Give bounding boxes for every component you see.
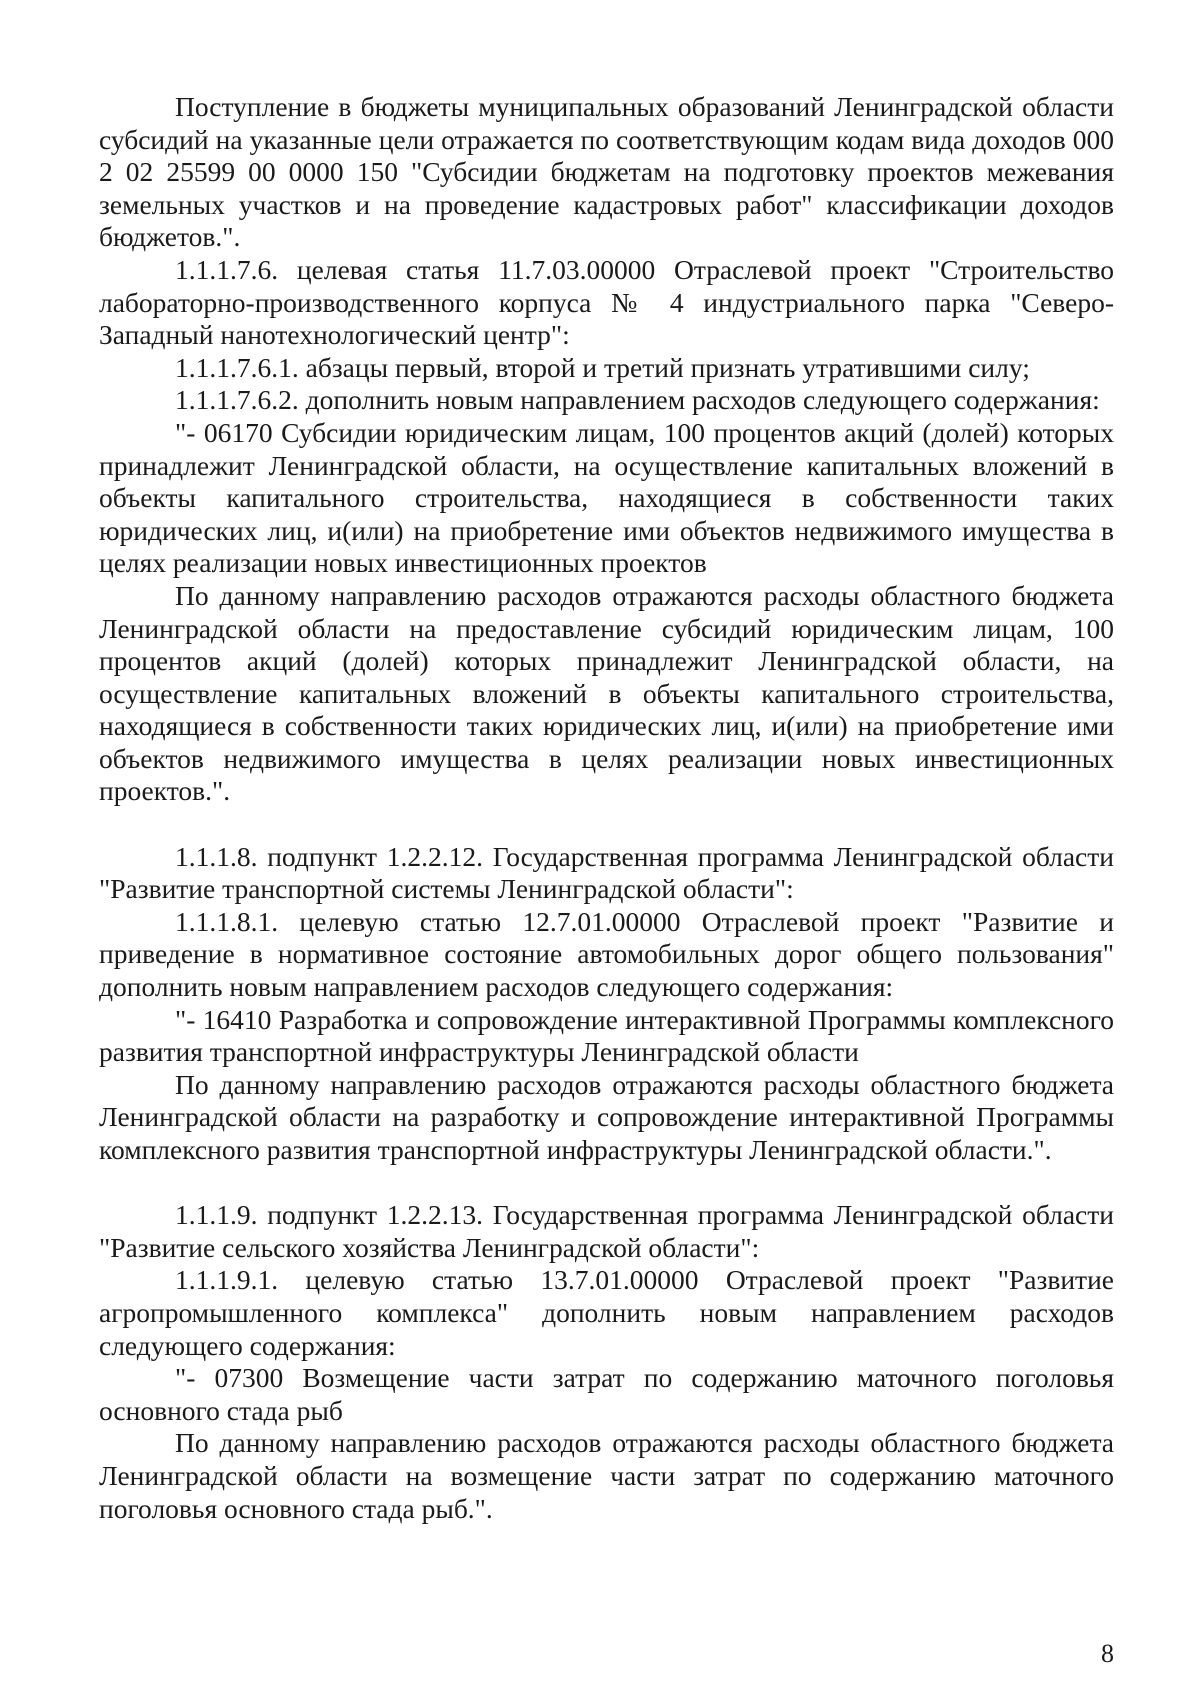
page-number: 8 xyxy=(1101,1639,1114,1668)
paragraph-expense-07300-description: По данному направлению расходов отражаются расходы областного бюджета Ленинградской области на возмещение части затрат по содержанию маточного поголовья основного стада рыб.". xyxy=(99,1427,1114,1524)
paragraph-expense-06170: "- 06170 Субсидии юридическим лицам, 100 процентов акций (долей) которых принадлежит Ленинградской области, на осуществление капитальных вложений в объекты капитального строительства, находящиеся в собственности таких юридических лиц, и(или) на приобретение ими объектов недвижимого имущества в целях реализации новых инвестиционных проектов xyxy=(99,416,1114,579)
paragraph-subsidy-income-codes: Поступление в бюджеты муниципальных образований Ленинградской области субсидий на указанные цели отражается по соответствующим кодам вида доходов 000 2 02 25599 00 0000 150 "Субсидии бюджетам на подготовку проектов межевания земельных участков и на проведение кадастровых работ" классификации доходов бюджетов.". xyxy=(99,91,1114,253)
paragraph-target-article-12-7-01: 1.1.1.8.1. целевую статью 12.7.01.00000 Отраслевой проект "Развитие и приведение в нормативное состояние автомобильных дорог общего пользования" дополнить новым направлением расходов следующего содержания: xyxy=(99,905,1114,1003)
document-body xyxy=(99,91,1114,1525)
paragraph-target-article-13-7-01: 1.1.1.9.1. целевую статью 13.7.01.00000 Отраслевой проект "Развитие агропромышленного комплекса" дополнить новым направлением расходов следующего содержания: xyxy=(99,1264,1114,1361)
paragraph-expense-16410: "- 16410 Разработка и сопровождение интерактивной Программы комплексного развития транспортной инфраструктуры Ленинградской области xyxy=(99,1003,1114,1068)
paragraph-subitem-1-2-2-13: 1.1.1.9. подпункт 1.2.2.13. Государственная программа Ленинградской области "Развитие сельского хозяйства Ленинградской области": xyxy=(99,1199,1114,1263)
paragraph-target-article-11-7-03: 1.1.1.7.6. целевая статья 11.7.03.00000 Отраслевой проект "Строительство лабораторно-производственного корпуса № 4 индустриального парка "Северо-Западный нанотехнологический центр": xyxy=(99,253,1114,351)
paragraph-item-1-1-1-7-6-2: 1.1.1.7.6.2. дополнить новым направлением расходов следующего содержания: xyxy=(175,384,1100,416)
paragraph-expense-07300: "- 07300 Возмещение части затрат по содержанию маточного поголовья основного стада рыб xyxy=(99,1362,1114,1426)
paragraph-item-1-1-1-7-6-1: 1.1.1.7.6.1. абзацы первый, второй и третий признать утратившими силу; xyxy=(175,351,1030,383)
paragraph-subitem-1-2-2-12: 1.1.1.8. подпункт 1.2.2.12. Государственная программа Ленинградской области "Развитие транспортной системы Ленинградской области": xyxy=(99,840,1114,905)
paragraph-expense-16410-description: По данному направлению расходов отражаются расходы областного бюджета Ленинградской области на разработку и сопровождение интерактивной Программы комплексного развития транспортной инфраструктуры Ленинградской области.". xyxy=(99,1068,1114,1165)
paragraph-expense-06170-description: По данному направлению расходов отражаются расходы областного бюджета Ленинградской области на предоставление субсидий юридическим лицам, 100 процентов акций (долей) которых принадлежит Ленинградской области, на осуществление капитальных вложений в объекты капитального строительства, находящиеся в собственности таких юридических лиц, и(или) на приобретение ими объектов недвижимого имущества в целях реализации новых инвестиционных проектов.". xyxy=(99,579,1114,807)
